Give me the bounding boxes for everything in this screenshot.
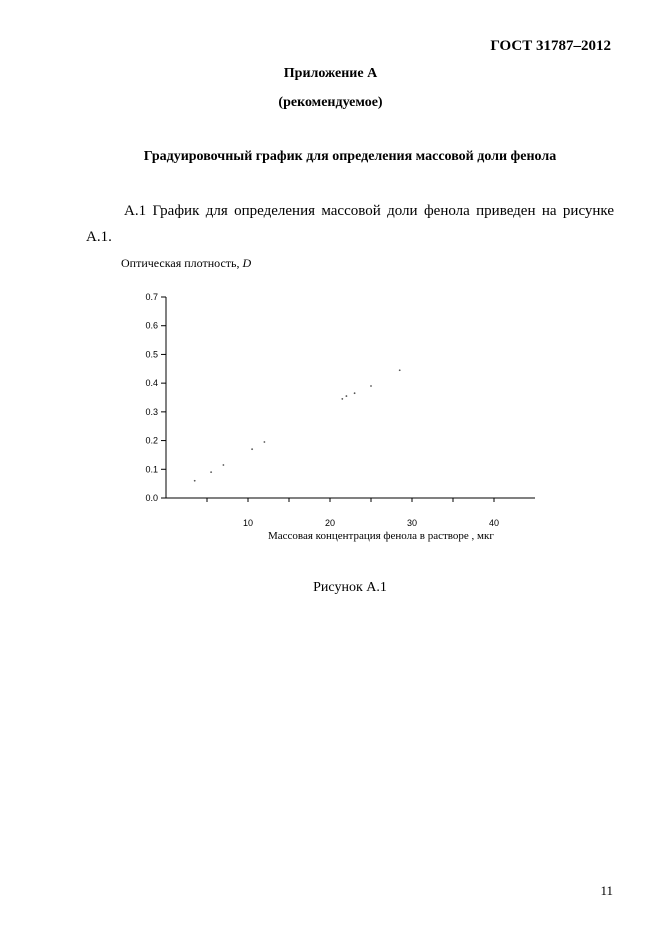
appendix-status: (рекомендуемое) bbox=[278, 95, 383, 110]
y-tick-label: 0.2 bbox=[145, 435, 158, 446]
figure-caption: Рисунок А.1 bbox=[313, 580, 387, 595]
data-point bbox=[223, 464, 225, 466]
data-point bbox=[354, 392, 356, 394]
data-point bbox=[370, 385, 372, 387]
x-tick-label: 20 bbox=[324, 518, 336, 528]
page-number: 11 bbox=[600, 883, 613, 898]
data-point bbox=[264, 441, 266, 443]
data-point bbox=[194, 480, 196, 482]
x-tick-label: 30 bbox=[406, 518, 418, 528]
data-point bbox=[210, 471, 212, 473]
data-point bbox=[251, 448, 253, 450]
y-tick-label: 0.1 bbox=[145, 464, 158, 475]
appendix-title: Приложение А bbox=[283, 66, 378, 81]
x-ticks bbox=[207, 498, 499, 528]
y-tick-label: 0.3 bbox=[145, 406, 158, 417]
y-axis-title-variable: D bbox=[242, 256, 252, 270]
y-ticks bbox=[145, 292, 166, 503]
y-tick-label: 0.4 bbox=[145, 378, 158, 389]
data-point bbox=[346, 395, 348, 397]
y-tick-label: 0.0 bbox=[145, 493, 158, 503]
x-axis-title: Массовая концентрация фенола в растворе , мкг bbox=[268, 530, 494, 542]
y-axis-title-text: Оптическая плотность, bbox=[121, 256, 240, 270]
y-tick-label: 0.6 bbox=[145, 320, 158, 331]
body-paragraph: А.1 График для определения массовой доли фенола приведен на рисунке А.1. bbox=[86, 203, 614, 245]
data-points bbox=[194, 369, 401, 481]
standard-code: ГОСТ 31787–2012 bbox=[490, 38, 611, 54]
x-tick-label: 10 bbox=[242, 518, 254, 528]
data-point bbox=[341, 398, 343, 400]
section-heading: Градуировочный график для определения массовой доли фенола bbox=[143, 149, 557, 164]
x-tick-label: 40 bbox=[488, 518, 500, 528]
y-tick-label: 0.7 bbox=[145, 292, 158, 302]
data-point bbox=[399, 369, 401, 371]
y-tick-label: 0.5 bbox=[145, 349, 158, 360]
